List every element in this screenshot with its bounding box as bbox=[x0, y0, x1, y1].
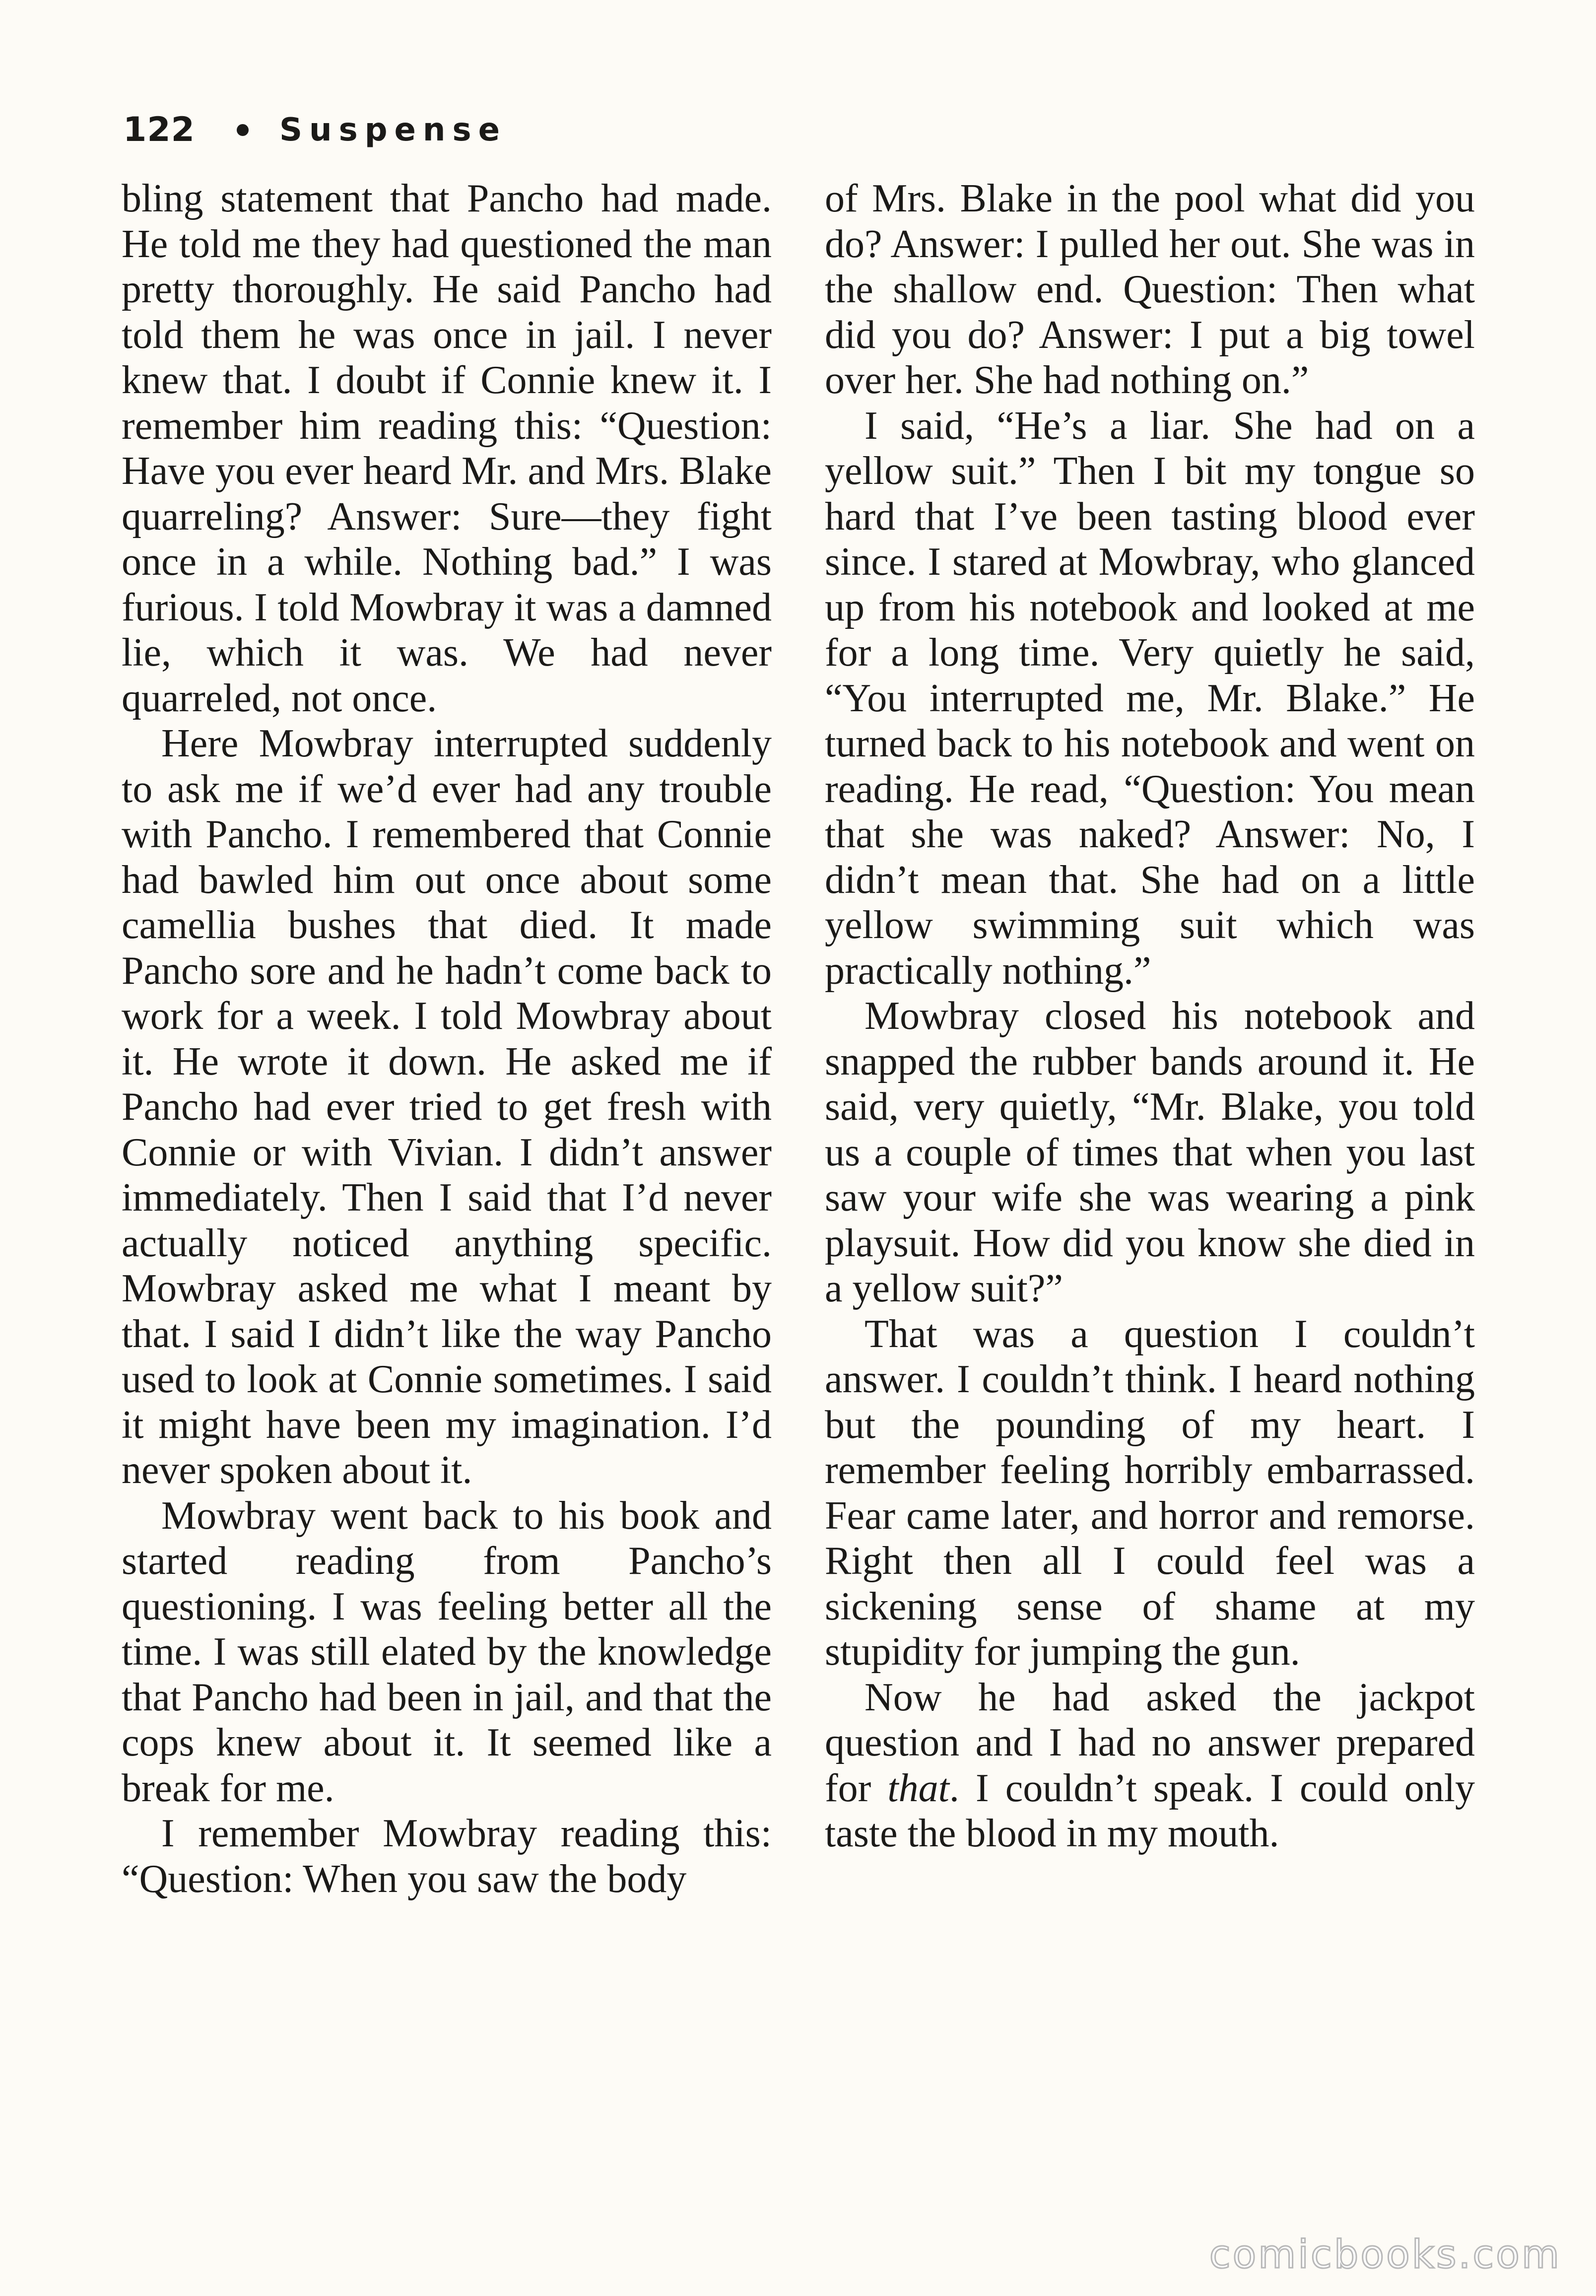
paragraph-text: . I couldn’t speak. I could only taste the blood in my mouth. bbox=[825, 1766, 1475, 1855]
paragraph: That was a question I couldn’t answer. I couldn’t think. I heard nothing but the pounding of my heart. I remember feeling horribly embarrassed. Fear came later, and horror and remorse. Right then all I could feel was a sickening sense of shame at my stupidity for jumping the gun. bbox=[825, 1312, 1475, 1674]
paragraph: Mowbray went back to his book and started reading from Pancho’s questioning. I was feeling better all the time. I was still elated by the knowledge that Pancho had been in jail, and that the cops knew about it. It seemed like a break for me. bbox=[122, 1493, 772, 1810]
watermark: comicbooks.com bbox=[1209, 2232, 1561, 2277]
paragraph: I said, “He’s a liar. She had on a yellow suit.” Then I bit my tongue so hard that I’ve been tasting blood ever since. I stared at Mowbray, who glanced up from his notebook and looked at me for a long time. Very quietly he said, “You interrupted me, Mr. Blake.” He turned back to his notebook and went on reading. He read, “Question: You mean that she was naked? Answer: No, I didn’t mean that. She had on a little yellow swimming suit which was practically nothing.” bbox=[825, 404, 1475, 993]
right-column bbox=[825, 176, 1475, 1857]
running-header bbox=[123, 110, 507, 149]
paragraph: I remember Mowbray reading this: “Question: When you saw the body bbox=[122, 1812, 772, 1901]
running-title: Suspense bbox=[279, 111, 507, 148]
left-column bbox=[122, 176, 772, 1902]
page-number: 122 bbox=[123, 110, 195, 149]
paragraph: Mowbray closed his notebook and snapped the rubber bands around it. He said, very quietly, “Mr. Blake, you told us a couple of times that when you last saw your wife she was wearing a pink playsuit. How did you know she died in a yellow suit?” bbox=[825, 994, 1475, 1310]
emphasized-word: that bbox=[887, 1766, 949, 1810]
bullet-separator bbox=[237, 124, 249, 136]
paragraph: Here Mowbray interrupted suddenly to ask me if we’d ever had any trouble with Pancho. I remembered that Connie had bawled him out once about some camellia bushes that died. It made Pancho sore and he hadn’t come back to work for a week. I told Mowbray about it. He wrote it down. He asked me if Pancho had ever tried to get fresh with Connie or with Vivian. I didn’t answer immediately. Then I said that I’d never actually noticed anything specific. Mowbray asked me what I meant by that. I said I didn’t like the way Pancho used to look at Connie sometimes. I said it might have been my imagination. I’d never spoken about it. bbox=[122, 722, 772, 1492]
paragraph: bling statement that Pancho had made. He told me they had questioned the man pretty thoroughly. He said Pancho had told them he was once in jail. I never knew that. I doubt if Connie knew it. I remember him reading this: “Question: Have you ever heard Mr. and Mrs. Blake quarreling? Answer: Sure—they fight once in a while. Nothing bad.” I was furious. I told Mowbray it was a damned lie, which it was. We had never quarreled, not once. bbox=[122, 177, 772, 720]
paragraph-text: Now he had asked the jackpot question and I had no answer prepared for bbox=[825, 1675, 1475, 1810]
paragraph: of Mrs. Blake in the pool what did you do? Answer: I pulled her out. She was in the shallow end. Question: Then what did you do? Answer: I put a big towel over her. She had nothing on.” bbox=[825, 177, 1475, 402]
paragraph bbox=[825, 1675, 1475, 1857]
